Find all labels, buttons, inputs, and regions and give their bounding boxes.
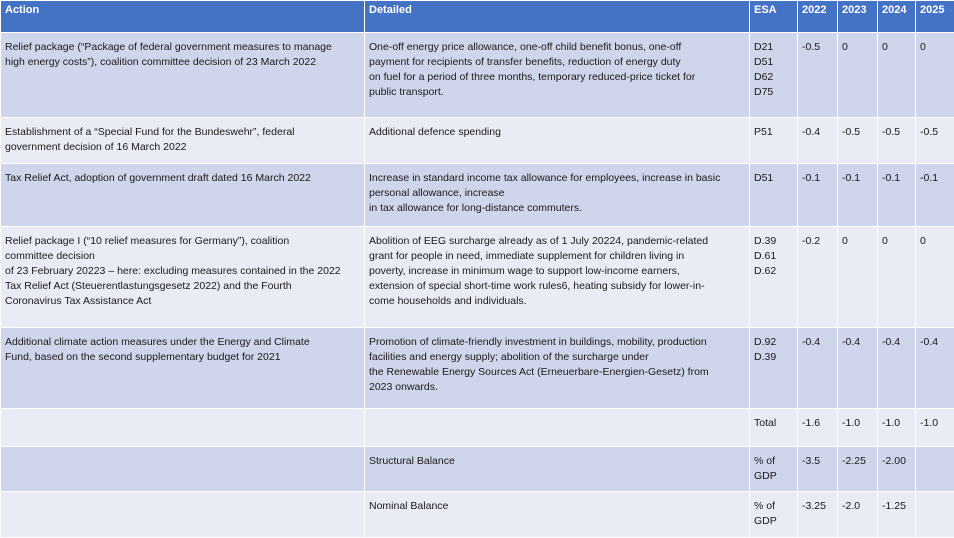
detailed-cell-line: Abolition of EEG surcharge already as of 1 July 20224, pandemic-related xyxy=(369,234,745,249)
value-cell-2022: -0.1 xyxy=(798,164,838,227)
detailed-cell-line: Promotion of climate-friendly investment in buildings, mobility, production xyxy=(369,335,745,350)
table-row xyxy=(1,164,954,227)
detailed-cell-line: on fuel for a period of three months, temporary reduced-price ticket for xyxy=(369,70,745,85)
value-cell-2025: -1.0 xyxy=(916,409,954,447)
header-2024: 2024 xyxy=(878,1,916,33)
header-detailed: Detailed xyxy=(365,1,750,33)
action-cell xyxy=(1,447,365,492)
value-cell-2024: 0 xyxy=(878,33,916,118)
value-cell-2025 xyxy=(916,447,954,492)
action-cell-line: Establishment of a “Special Fund for the Bundeswehr”, federal xyxy=(5,125,360,140)
esa-cell xyxy=(750,409,798,447)
action-cell xyxy=(1,492,365,538)
value-cell-2025: -0.4 xyxy=(916,328,954,409)
detailed-cell-line: personal allowance, increase xyxy=(369,186,745,201)
table-row xyxy=(1,447,954,492)
detailed-cell-line: grant for people in need, immediate supplement for children living in xyxy=(369,249,745,264)
table-row xyxy=(1,118,954,164)
detailed-cell-line: 2023 onwards. xyxy=(369,380,745,395)
detailed-cell xyxy=(365,328,750,409)
value-cell-2022: -0.2 xyxy=(798,227,838,328)
action-cell xyxy=(1,164,365,227)
detailed-cell xyxy=(365,164,750,227)
esa-cell-line: GDP xyxy=(754,469,793,484)
action-cell-line: of 23 February 20223 – here: excluding measures contained in the 2022 xyxy=(5,264,360,279)
header-2022: 2022 xyxy=(798,1,838,33)
value-cell-2023: -0.1 xyxy=(838,164,878,227)
header-esa: ESA xyxy=(750,1,798,33)
value-cell-2023: -2.25 xyxy=(838,447,878,492)
action-cell-line: Fund, based on the second supplementary budget for 2021 xyxy=(5,350,360,365)
detailed-cell-line: in tax allowance for long-distance commuters. xyxy=(369,201,745,216)
esa-cell-line: D.61 xyxy=(754,249,793,264)
value-cell-2024: -1.25 xyxy=(878,492,916,538)
header-action: Action xyxy=(1,1,365,33)
value-cell-2023: -2.0 xyxy=(838,492,878,538)
esa-cell-line: D.62 xyxy=(754,264,793,279)
value-cell-2025: 0 xyxy=(916,33,954,118)
esa-cell xyxy=(750,33,798,118)
detailed-cell-line: come households and individuals. xyxy=(369,294,745,309)
esa-cell xyxy=(750,492,798,538)
action-cell-line: government decision of 16 March 2022 xyxy=(5,140,360,155)
value-cell-2023: -0.4 xyxy=(838,328,878,409)
value-cell-2024: -2.00 xyxy=(878,447,916,492)
action-cell-line: Coronavirus Tax Assistance Act xyxy=(5,294,360,309)
esa-cell-line: D62 xyxy=(754,70,793,85)
action-cell-line: high energy costs”), coalition committee decision of 23 March 2022 xyxy=(5,55,360,70)
value-cell-2022: -0.4 xyxy=(798,118,838,164)
esa-cell-line: GDP xyxy=(754,514,793,529)
value-cell-2025: 0 xyxy=(916,227,954,328)
value-cell-2024: -0.5 xyxy=(878,118,916,164)
detailed-cell-line: payment for recipients of transfer benefits, reduction of energy duty xyxy=(369,55,745,70)
value-cell-2024: 0 xyxy=(878,227,916,328)
detailed-cell-line: facilities and energy supply; abolition of the surcharge under xyxy=(369,350,745,365)
value-cell-2025: -0.5 xyxy=(916,118,954,164)
esa-cell xyxy=(750,227,798,328)
esa-cell-line: D51 xyxy=(754,171,793,186)
detailed-cell xyxy=(365,409,750,447)
esa-cell-line: % of xyxy=(754,454,793,469)
detailed-cell-line: public transport. xyxy=(369,85,745,100)
detailed-cell-line: Nominal Balance xyxy=(369,499,745,514)
table-row xyxy=(1,33,954,118)
action-cell-line: Relief package I (“10 relief measures for Germany”), coalition xyxy=(5,234,360,249)
table-row xyxy=(1,328,954,409)
detailed-cell-line: One-off energy price allowance, one-off child benefit bonus, one-off xyxy=(369,40,745,55)
action-cell-line: Relief package (“Package of federal government measures to manage xyxy=(5,40,360,55)
value-cell-2022: -0.4 xyxy=(798,328,838,409)
header-2025: 2025 xyxy=(916,1,954,33)
action-cell-line: Tax Relief Act, adoption of government draft dated 16 March 2022 xyxy=(5,171,360,186)
esa-cell xyxy=(750,118,798,164)
detailed-cell xyxy=(365,227,750,328)
detailed-cell xyxy=(365,33,750,118)
value-cell-2023: 0 xyxy=(838,227,878,328)
action-cell-line: Additional climate action measures under the Energy and Climate xyxy=(5,335,360,350)
detailed-cell-line: Structural Balance xyxy=(369,454,745,469)
value-cell-2024: -0.1 xyxy=(878,164,916,227)
value-cell-2022: -0.5 xyxy=(798,33,838,118)
esa-cell xyxy=(750,164,798,227)
table-row xyxy=(1,492,954,538)
esa-cell xyxy=(750,328,798,409)
esa-cell-line: P51 xyxy=(754,125,793,140)
action-cell xyxy=(1,118,365,164)
table-row xyxy=(1,227,954,328)
detailed-cell xyxy=(365,492,750,538)
esa-cell-line: D21 xyxy=(754,40,793,55)
value-cell-2023: 0 xyxy=(838,33,878,118)
esa-cell-line: D.39 xyxy=(754,350,793,365)
action-cell xyxy=(1,33,365,118)
esa-cell-line: D.39 xyxy=(754,234,793,249)
table-row xyxy=(1,409,954,447)
esa-cell-line: % of xyxy=(754,499,793,514)
action-cell-line: Tax Relief Act (Steuerentlastungsgesetz 2022) and the Fourth xyxy=(5,279,360,294)
detailed-cell xyxy=(365,118,750,164)
action-cell xyxy=(1,227,365,328)
detailed-cell-line: the Renewable Energy Sources Act (Erneuerbare-Energien-Gesetz) from xyxy=(369,365,745,380)
header-row xyxy=(1,1,954,33)
value-cell-2023: -1.0 xyxy=(838,409,878,447)
value-cell-2023: -0.5 xyxy=(838,118,878,164)
detailed-cell-line: poverty, increase in minimum wage to support low-income earners, xyxy=(369,264,745,279)
detailed-cell-line: extension of special short-time work rules6, heating subsidy for lower-in- xyxy=(369,279,745,294)
value-cell-2024: -1.0 xyxy=(878,409,916,447)
value-cell-2024: -0.4 xyxy=(878,328,916,409)
value-cell-2025: -0.1 xyxy=(916,164,954,227)
detailed-cell xyxy=(365,447,750,492)
value-cell-2022: -3.25 xyxy=(798,492,838,538)
value-cell-2022: -3.5 xyxy=(798,447,838,492)
esa-cell-line: D.92 xyxy=(754,335,793,350)
detailed-cell-line: Additional defence spending xyxy=(369,125,745,140)
action-cell xyxy=(1,328,365,409)
esa-cell xyxy=(750,447,798,492)
esa-cell-line: Total xyxy=(754,416,793,431)
value-cell-2022: -1.6 xyxy=(798,409,838,447)
action-cell-line: committee decision xyxy=(5,249,360,264)
header-2023: 2023 xyxy=(838,1,878,33)
value-cell-2025 xyxy=(916,492,954,538)
detailed-cell-line: Increase in standard income tax allowance for employees, increase in basic xyxy=(369,171,745,186)
esa-cell-line: D75 xyxy=(754,85,793,100)
action-cell xyxy=(1,409,365,447)
esa-cell-line: D51 xyxy=(754,55,793,70)
